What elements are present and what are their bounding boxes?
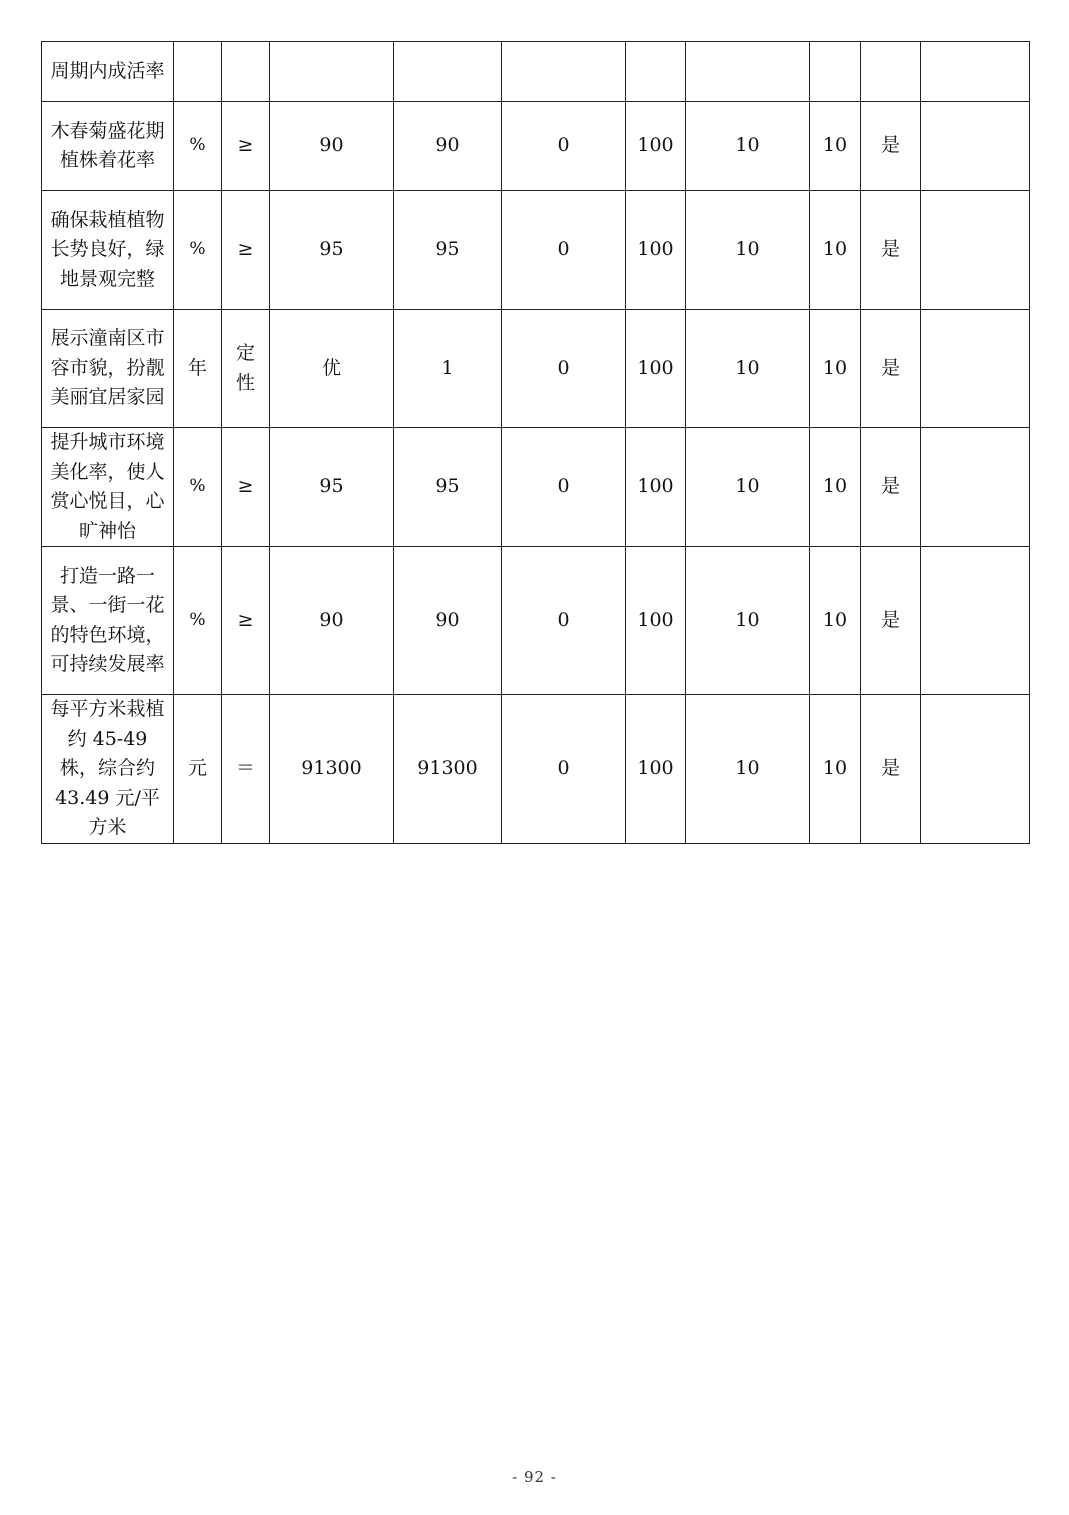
note-cell <box>921 547 1030 695</box>
indicator-name: 提升城市环境美化率，使人赏心悦目，心旷神怡 <box>42 428 174 547</box>
achieved-cell: 是 <box>861 102 921 191</box>
page-number: - 92 - <box>512 1468 557 1486</box>
deviation-cell: 0 <box>502 547 626 695</box>
achieved-cell: 是 <box>861 310 921 428</box>
deviation-cell: 0 <box>502 428 626 547</box>
unit-cell: % <box>174 191 222 310</box>
score-cell: 10 <box>810 191 861 310</box>
indicator-name: 确保栽植植物长势良好，绿地景观完整 <box>42 191 174 310</box>
symbol-cell: 定性 <box>222 310 270 428</box>
score-cell: 10 <box>810 428 861 547</box>
note-cell <box>921 191 1030 310</box>
indicator-name: 木春菊盛花期植株着花率 <box>42 102 174 191</box>
target-cell: 91300 <box>270 695 394 844</box>
target-cell: 90 <box>270 102 394 191</box>
actual-cell: 90 <box>394 547 502 695</box>
table-row <box>42 42 1030 102</box>
indicator-name: 打造一路一景、一街一花的特色环境，可持续发展率 <box>42 547 174 695</box>
completion-cell <box>626 42 686 102</box>
table-row <box>42 547 1030 695</box>
achieved-cell: 是 <box>861 428 921 547</box>
note-cell <box>921 102 1030 191</box>
completion-cell: 100 <box>626 310 686 428</box>
target-cell: 优 <box>270 310 394 428</box>
deviation-cell: 0 <box>502 310 626 428</box>
indicator-name: 周期内成活率 <box>42 42 174 102</box>
symbol-cell: ≥ <box>222 547 270 695</box>
table-row <box>42 191 1030 310</box>
deviation-cell: 0 <box>502 102 626 191</box>
weight-cell: 10 <box>686 310 810 428</box>
note-cell <box>921 695 1030 844</box>
unit-cell: % <box>174 547 222 695</box>
indicator-name: 每平方米栽植约 45-49 株，综合约 43.49 元/平方米 <box>42 695 174 844</box>
target-cell: 95 <box>270 191 394 310</box>
completion-cell: 100 <box>626 102 686 191</box>
table-row <box>42 102 1030 191</box>
note-cell <box>921 428 1030 547</box>
table-row <box>42 428 1030 547</box>
unit-cell: % <box>174 428 222 547</box>
actual-cell: 91300 <box>394 695 502 844</box>
weight-cell: 10 <box>686 428 810 547</box>
note-cell <box>921 42 1030 102</box>
deviation-cell <box>502 42 626 102</box>
score-cell: 10 <box>810 547 861 695</box>
weight-cell: 10 <box>686 547 810 695</box>
table-row <box>42 695 1030 844</box>
symbol-cell: ＝ <box>222 695 270 844</box>
target-cell: 95 <box>270 428 394 547</box>
weight-cell: 10 <box>686 102 810 191</box>
actual-cell <box>394 42 502 102</box>
unit-cell: 年 <box>174 310 222 428</box>
achieved-cell: 是 <box>861 695 921 844</box>
table-row <box>42 310 1030 428</box>
completion-cell: 100 <box>626 547 686 695</box>
deviation-cell: 0 <box>502 191 626 310</box>
completion-cell: 100 <box>626 191 686 310</box>
unit-cell: 元 <box>174 695 222 844</box>
indicator-name: 展示潼南区市容市貌，扮靓美丽宜居家园 <box>42 310 174 428</box>
completion-cell: 100 <box>626 428 686 547</box>
score-cell: 10 <box>810 695 861 844</box>
note-cell <box>921 310 1030 428</box>
actual-cell: 1 <box>394 310 502 428</box>
score-cell: 10 <box>810 310 861 428</box>
symbol-cell: ≥ <box>222 191 270 310</box>
achieved-cell: 是 <box>861 191 921 310</box>
weight-cell: 10 <box>686 191 810 310</box>
target-cell <box>270 42 394 102</box>
indicator-table <box>41 41 1030 844</box>
actual-cell: 95 <box>394 428 502 547</box>
score-cell: 10 <box>810 102 861 191</box>
symbol-cell <box>222 42 270 102</box>
score-cell <box>810 42 861 102</box>
unit-cell <box>174 42 222 102</box>
achieved-cell: 是 <box>861 547 921 695</box>
unit-cell: % <box>174 102 222 191</box>
weight-cell <box>686 42 810 102</box>
weight-cell: 10 <box>686 695 810 844</box>
symbol-cell: ≥ <box>222 102 270 191</box>
completion-cell: 100 <box>626 695 686 844</box>
achieved-cell <box>861 42 921 102</box>
symbol-cell: ≥ <box>222 428 270 547</box>
target-cell: 90 <box>270 547 394 695</box>
actual-cell: 95 <box>394 191 502 310</box>
deviation-cell: 0 <box>502 695 626 844</box>
actual-cell: 90 <box>394 102 502 191</box>
